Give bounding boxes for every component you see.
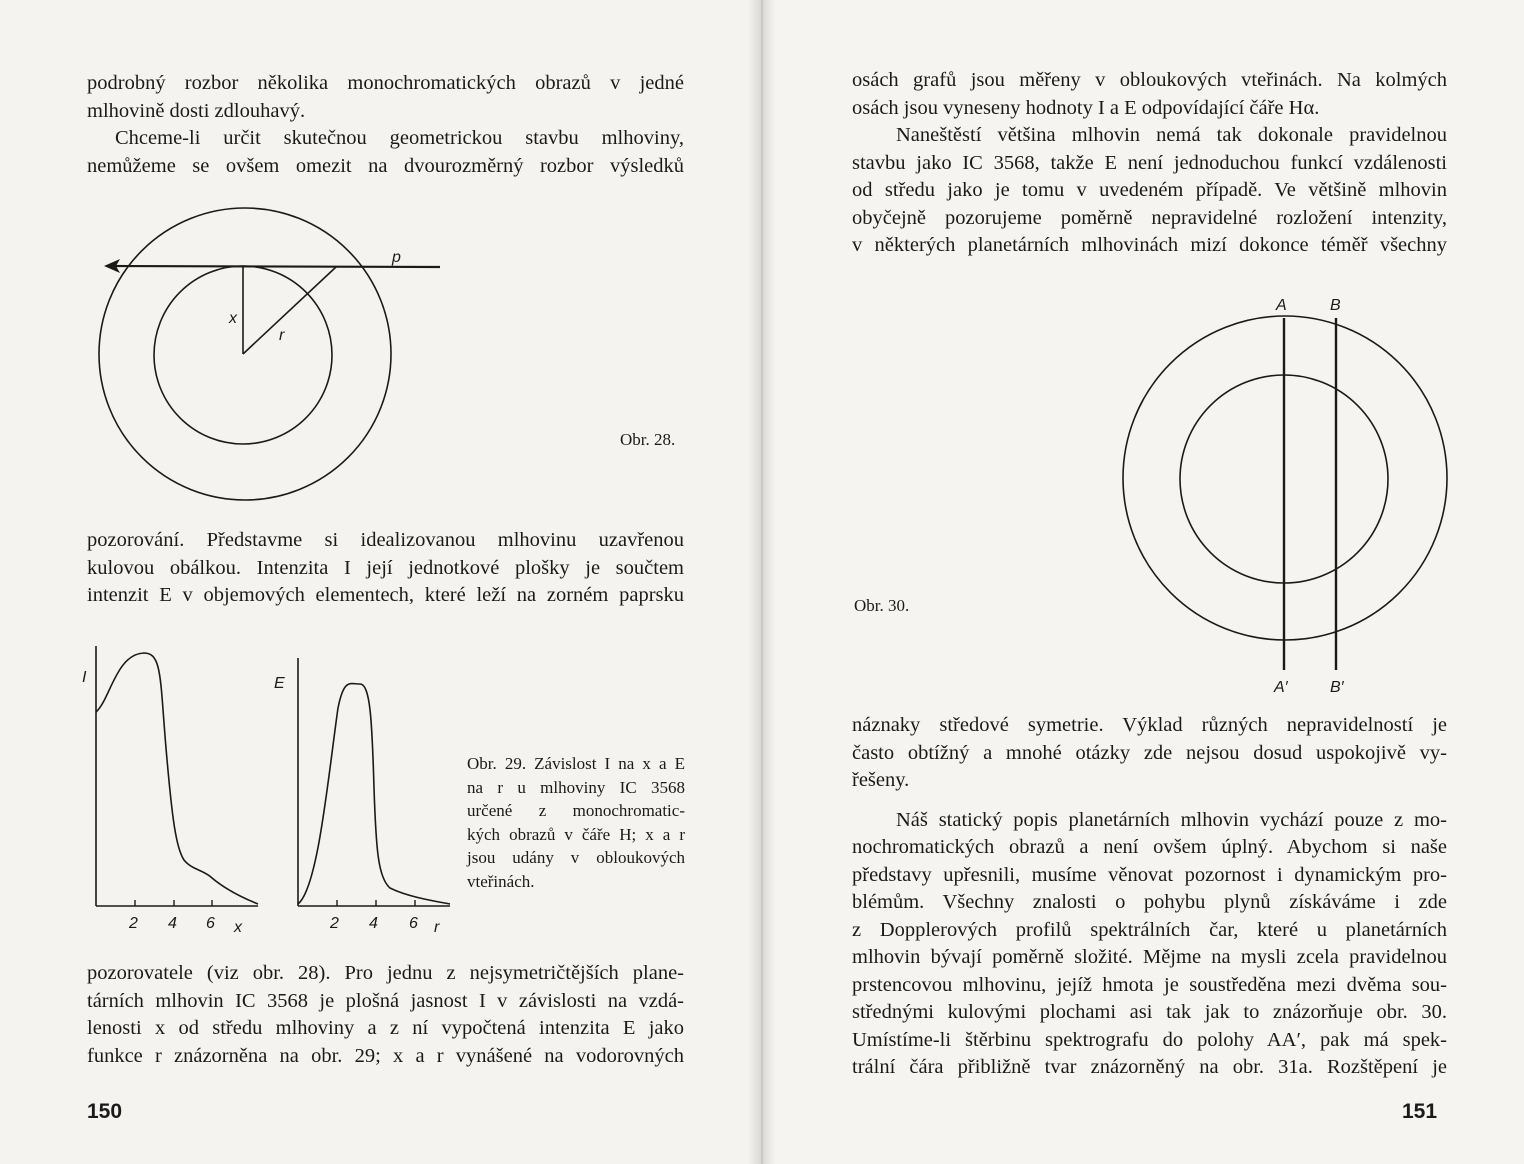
text-line: tárních mlhovin IC 3568 je plošná jasnost I v závislosti na vzdá- bbox=[87, 989, 684, 1012]
text-line: z Dopplerových profilů spektrálních čar, které u planetárních bbox=[852, 918, 1447, 941]
text-line: blémům. Všechny znalosti o pohybu plynů získáváme i zde bbox=[852, 891, 1447, 913]
tick-label: 2 bbox=[129, 915, 138, 932]
E-curve bbox=[298, 684, 450, 904]
left-top-text bbox=[87, 70, 684, 180]
figure-30 bbox=[762, 290, 1524, 710]
left-ylabel: I bbox=[82, 669, 87, 686]
tick-label: 4 bbox=[168, 915, 177, 932]
text-line: funkce r znázorněna na obr. 29; x a r vynášené na vodorovných bbox=[87, 1044, 684, 1067]
tick-label: 6 bbox=[206, 915, 215, 932]
text-line: mlhovin bývají poměrně složité. Mějme na mysli zcela pravidelnou bbox=[852, 946, 1447, 968]
text-line: lenosti x od středu mlhoviny a z ní vypočtená intenzita E jako bbox=[87, 1017, 684, 1039]
caption-line: určené z monochromatic- bbox=[467, 801, 685, 820]
label-a: A bbox=[1276, 297, 1287, 314]
text-line: podrobný rozbor několika monochromatických obrazů v jedné bbox=[87, 72, 684, 94]
text-line: prstencovou mlhovinu, jejíž hmota je soustředěna mezi dvěma sou- bbox=[852, 973, 1447, 996]
left-xlabel: x bbox=[234, 919, 242, 936]
text-line: nochromatických obrazů a není ovšem úplný. Abychom si naše bbox=[852, 836, 1447, 858]
label-b: B bbox=[1330, 297, 1341, 314]
text-line: osách jsou vyneseny hodnoty I a E odpovídající čáře Hα. bbox=[852, 96, 1320, 119]
I-curve bbox=[96, 653, 258, 904]
text-line: Náš statický popis planetárních mlhovin vychází pouze z mo- bbox=[896, 808, 1447, 831]
left-bottom-text bbox=[87, 960, 684, 1070]
text-line: intenzit E v objemových elementech, které leží na zorném paprsku bbox=[87, 584, 684, 606]
text-line: náznaky středové symetrie. Výklad různých nepravidelností je bbox=[852, 714, 1447, 736]
text-line: stavbu jako IC 3568, takže E není jednoduchou funkcí vzdálenosti bbox=[852, 151, 1447, 174]
tick-label: 6 bbox=[409, 915, 418, 932]
label-p: p bbox=[392, 249, 401, 266]
line-of-sight-p bbox=[114, 266, 440, 267]
label-a-prime: A′ bbox=[1274, 679, 1288, 696]
text-line: od středu jako je tomu v uvedeném případě. Ve většině mlhovin bbox=[852, 179, 1447, 201]
tick-label: 2 bbox=[330, 915, 339, 932]
right-bottom-text bbox=[852, 712, 1447, 1082]
text-line: pozorovatele (viz obr. 28). Pro jednu z nejsymetričtějších plane- bbox=[87, 962, 684, 984]
right-page bbox=[762, 0, 1524, 1164]
fig29-caption bbox=[467, 752, 685, 893]
right-xlabel: r bbox=[434, 919, 440, 936]
label-b-prime: B′ bbox=[1330, 679, 1344, 696]
outer-circle bbox=[99, 208, 391, 500]
page-number-right: 151 bbox=[1402, 1100, 1438, 1123]
right-ylabel: E bbox=[274, 675, 285, 692]
caption-line: jsou udány v obloukových bbox=[467, 848, 685, 867]
text-line: obyčejně pozorujeme poměrně nepravidelné rozložení intenzity, bbox=[852, 206, 1447, 229]
text-line: trální čára přibližně tvar znázorněný na obr. 31a. Rozštěpení je bbox=[852, 1056, 1447, 1078]
caption-line: na r u mlhoviny IC 3568 bbox=[467, 777, 685, 797]
left-middle-text bbox=[87, 527, 684, 610]
text-line: Naneštěstí většina mlhovin nemá tak dokonale pravidelnou bbox=[896, 124, 1447, 146]
caption-line: vteřinách. bbox=[467, 871, 535, 891]
text-line: v některých planetárních mlhovinách mizí dokonce téměř všechny bbox=[852, 234, 1447, 256]
text-line: nemůžeme se ovšem omezit na dvourozměrný rozbor výsledků bbox=[87, 154, 684, 177]
fig30-caption: Obr. 30. bbox=[854, 596, 910, 615]
text-line: pozorování. Představme si idealizovanou mlhovinu uzavřenou bbox=[87, 529, 684, 551]
right-top-text bbox=[852, 67, 1447, 260]
text-line: osách grafů jsou měřeny v obloukových vteřinách. Na kolmých bbox=[852, 69, 1447, 91]
label-x: x bbox=[229, 310, 237, 327]
text-line: kulovou obálkou. Intenzita I její jednotkové plošky je součtem bbox=[87, 556, 684, 579]
text-line: střednými kulovými plochami asi tak jak to znázorňuje obr. 30. bbox=[852, 1001, 1447, 1023]
tick-label: 4 bbox=[369, 915, 378, 932]
caption-line: Obr. 29. Závislost I na x a E bbox=[467, 754, 685, 773]
figure-28 bbox=[0, 190, 762, 520]
text-line: představy upřesnili, musíme věnovat pozornost i dynamickým pro- bbox=[852, 863, 1447, 886]
fig28-caption: Obr. 28. bbox=[620, 430, 676, 449]
text-line: Chceme-li určit skutečnou geometrickou stavbu mlhoviny, bbox=[115, 127, 684, 149]
page-number-left: 150 bbox=[87, 1100, 123, 1123]
text-line: mlhovině dosti zdlouhavý. bbox=[87, 99, 306, 122]
label-r: r bbox=[279, 327, 285, 344]
text-line: Umístíme-li štěrbinu spektrografu do polohy AA′, pak má spek- bbox=[852, 1028, 1447, 1051]
text-line: často obtížný a mnohé otázky zde nejsou dosud uspokojivě vy- bbox=[852, 741, 1447, 764]
text-line: řešeny. bbox=[852, 769, 910, 791]
caption-line: kých obrazů v čáře H; x a r bbox=[467, 824, 685, 844]
